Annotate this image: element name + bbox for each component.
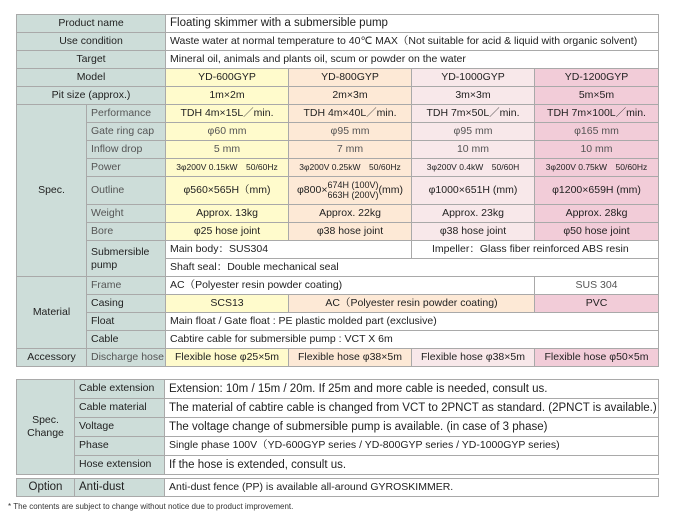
row-performance (17, 105, 659, 123)
cable-extension-label: Cable extension (75, 380, 165, 399)
pump-shaft-seal: Shaft seal：Double mechanical seal (166, 259, 659, 277)
outline-1: φ560×565H（mm) (166, 177, 289, 205)
row-casing (17, 295, 659, 313)
power-4: 3φ200V 0.75kW 50/60Hz (535, 159, 659, 177)
hose-extension-value: If the hose is extended, consult us. (165, 456, 659, 475)
model-label: Model (17, 69, 166, 87)
option-table (16, 478, 659, 497)
gate-ring-cap-2: φ95 mm (289, 123, 412, 141)
spec-group-label: Spec. (17, 105, 87, 277)
spec-change-label-line1: Spec. (32, 414, 59, 427)
pit-size-label: Pit size (approx.) (17, 87, 166, 105)
gate-ring-cap-4: φ165 mm (535, 123, 659, 141)
row-pit-size (17, 87, 659, 105)
accessory-group-label: Accessory (17, 349, 87, 367)
bore-2: φ38 hose joint (289, 223, 412, 241)
target-label: Target (17, 51, 166, 69)
inflow-drop-4: 10 mm (535, 141, 659, 159)
change-row-cable-material (17, 399, 659, 418)
frame-value-last: SUS 304 (535, 277, 659, 295)
pump-main-body: Main body：SUS304 (166, 241, 412, 259)
casing-2: AC（Polyester resin powder coating) (289, 295, 535, 313)
frame-label: Frame (87, 277, 166, 295)
cable-material-label: Cable material (75, 399, 165, 418)
voltage-label: Voltage (75, 418, 165, 437)
submersible-pump-label: Submersible pump (87, 241, 166, 277)
cable-label: Cable (87, 331, 166, 349)
gate-ring-cap-3: φ95 mm (412, 123, 535, 141)
row-accessory (17, 349, 659, 367)
discharge-hose-3: Flexible hose φ38×5m (412, 349, 535, 367)
pit-size-1: 1m×2m (166, 87, 289, 105)
float-label: Float (87, 313, 166, 331)
discharge-hose-label: Discharge hose (87, 349, 166, 367)
casing-3: PVC (535, 295, 659, 313)
row-use-condition (17, 33, 659, 51)
row-power (17, 159, 659, 177)
weight-4: Approx. 28kg (535, 205, 659, 223)
performance-2: TDH 4m×40L／min. (289, 105, 412, 123)
model-1: YD-600GYP (166, 69, 289, 87)
row-float (17, 313, 659, 331)
anti-dust-value: Anti-dust fence (PP) is available all-around GYROSKIMMER. (165, 479, 659, 497)
target-value: Mineral oil, animals and plants oil, scum or powder on the water (166, 51, 659, 69)
outline-2-unit: (mm) (378, 184, 403, 197)
frame-value: AC（Polyester resin powder coating) (166, 277, 535, 295)
outline-2-heights (327, 181, 378, 200)
power-label: Power (87, 159, 166, 177)
pit-size-3: 3m×3m (412, 87, 535, 105)
outline-2-100v: 674H (100V) (327, 180, 379, 191)
hose-extension-label: Hose extension (75, 456, 165, 475)
product-name-value: Floating skimmer with a submersible pump (166, 15, 659, 33)
pit-size-4: 5m×5m (535, 87, 659, 105)
weight-label: Weight (87, 205, 166, 223)
phase-value: Single phase 100V（YD-600GYP series / YD-800GYP series / YD-1000GYP series) (165, 437, 659, 456)
pump-impeller: Impeller：Glass fiber reinforced ABS resin (412, 241, 659, 259)
gate-ring-cap-1: φ60 mm (166, 123, 289, 141)
model-3: YD-1000GYP (412, 69, 535, 87)
casing-1: SCS13 (166, 295, 289, 313)
model-2: YD-800GYP (289, 69, 412, 87)
row-cable (17, 331, 659, 349)
row-frame (17, 277, 659, 295)
power-2: 3φ200V 0.25kW 50/60Hz (289, 159, 412, 177)
footnote: * The contents are subject to change without notice due to product improvement. (8, 502, 294, 511)
bore-4: φ50 hose joint (535, 223, 659, 241)
row-weight (17, 205, 659, 223)
product-name-label: Product name (17, 15, 166, 33)
use-condition-value: Waste water at normal temperature to 40℃ MAX（Not suitable for acid & liquid with organic solvent) (166, 33, 659, 51)
casing-label: Casing (87, 295, 166, 313)
bore-label: Bore (87, 223, 166, 241)
inflow-drop-3: 10 mm (412, 141, 535, 159)
cable-value: Cabtire cable for submersible pump : VCT X 6m (166, 331, 659, 349)
bore-1: φ25 hose joint (166, 223, 289, 241)
outline-label: Outline (87, 177, 166, 205)
outline-2 (289, 177, 412, 205)
change-row-hose-extension (17, 456, 659, 475)
change-row-voltage (17, 418, 659, 437)
spec-change-group-label (17, 380, 75, 475)
change-row-cable-extension (17, 380, 659, 399)
row-inflow-drop (17, 141, 659, 159)
option-row-anti-dust (17, 479, 659, 497)
row-bore (17, 223, 659, 241)
row-outline (17, 177, 659, 205)
anti-dust-label: Anti-dust (75, 479, 165, 497)
spec-table (16, 14, 659, 367)
spec-change-label-line2: Change (27, 427, 64, 439)
cable-extension-value: Extension: 10m / 15m / 20m. If 25m and more cable is needed, consult us. (165, 380, 659, 399)
option-group-label: Option (17, 479, 75, 497)
performance-label: Performance (87, 105, 166, 123)
phase-label: Phase (75, 437, 165, 456)
row-submersible-pump-1 (17, 241, 659, 259)
performance-1: TDH 4m×15L／min. (166, 105, 289, 123)
inflow-drop-1: 5 mm (166, 141, 289, 159)
outline-2-main: φ800× (297, 184, 328, 197)
row-model (17, 69, 659, 87)
performance-3: TDH 7m×50L／min. (412, 105, 535, 123)
gate-ring-cap-label: Gate ring cap (87, 123, 166, 141)
power-3: 3φ200V 0.4kW 50/60H (412, 159, 535, 177)
inflow-drop-label: Inflow drop (87, 141, 166, 159)
weight-2: Approx. 22kg (289, 205, 412, 223)
discharge-hose-1: Flexible hose φ25×5m (166, 349, 289, 367)
bore-3: φ38 hose joint (412, 223, 535, 241)
model-4: YD-1200GYP (535, 69, 659, 87)
performance-4: TDH 7m×100L／min. (535, 105, 659, 123)
discharge-hose-2: Flexible hose φ38×5m (289, 349, 412, 367)
cable-material-value: The material of cabtire cable is changed from VCT to 2PNCT as standard. (2PNCT is available.) (165, 399, 659, 418)
weight-3: Approx. 23kg (412, 205, 535, 223)
material-group-label: Material (17, 277, 87, 349)
float-value: Main float / Gate float : PE plastic molded part (exclusive) (166, 313, 659, 331)
discharge-hose-4: Flexible hose φ50×5m (535, 349, 659, 367)
voltage-value: The voltage change of submersible pump is available. (in case of 3 phase) (165, 418, 659, 437)
outline-2-200v: 663H (200V) (327, 189, 379, 200)
row-target (17, 51, 659, 69)
outline-4: φ1200×659H (mm) (535, 177, 659, 205)
power-1: 3φ200V 0.15kW 50/60Hz (166, 159, 289, 177)
pit-size-2: 2m×3m (289, 87, 412, 105)
weight-1: Approx. 13kg (166, 205, 289, 223)
use-condition-label: Use condition (17, 33, 166, 51)
spec-change-table (16, 379, 659, 475)
change-row-phase (17, 437, 659, 456)
row-gate-ring-cap (17, 123, 659, 141)
inflow-drop-2: 7 mm (289, 141, 412, 159)
outline-3: φ1000×651H (mm) (412, 177, 535, 205)
row-product-name (17, 15, 659, 33)
